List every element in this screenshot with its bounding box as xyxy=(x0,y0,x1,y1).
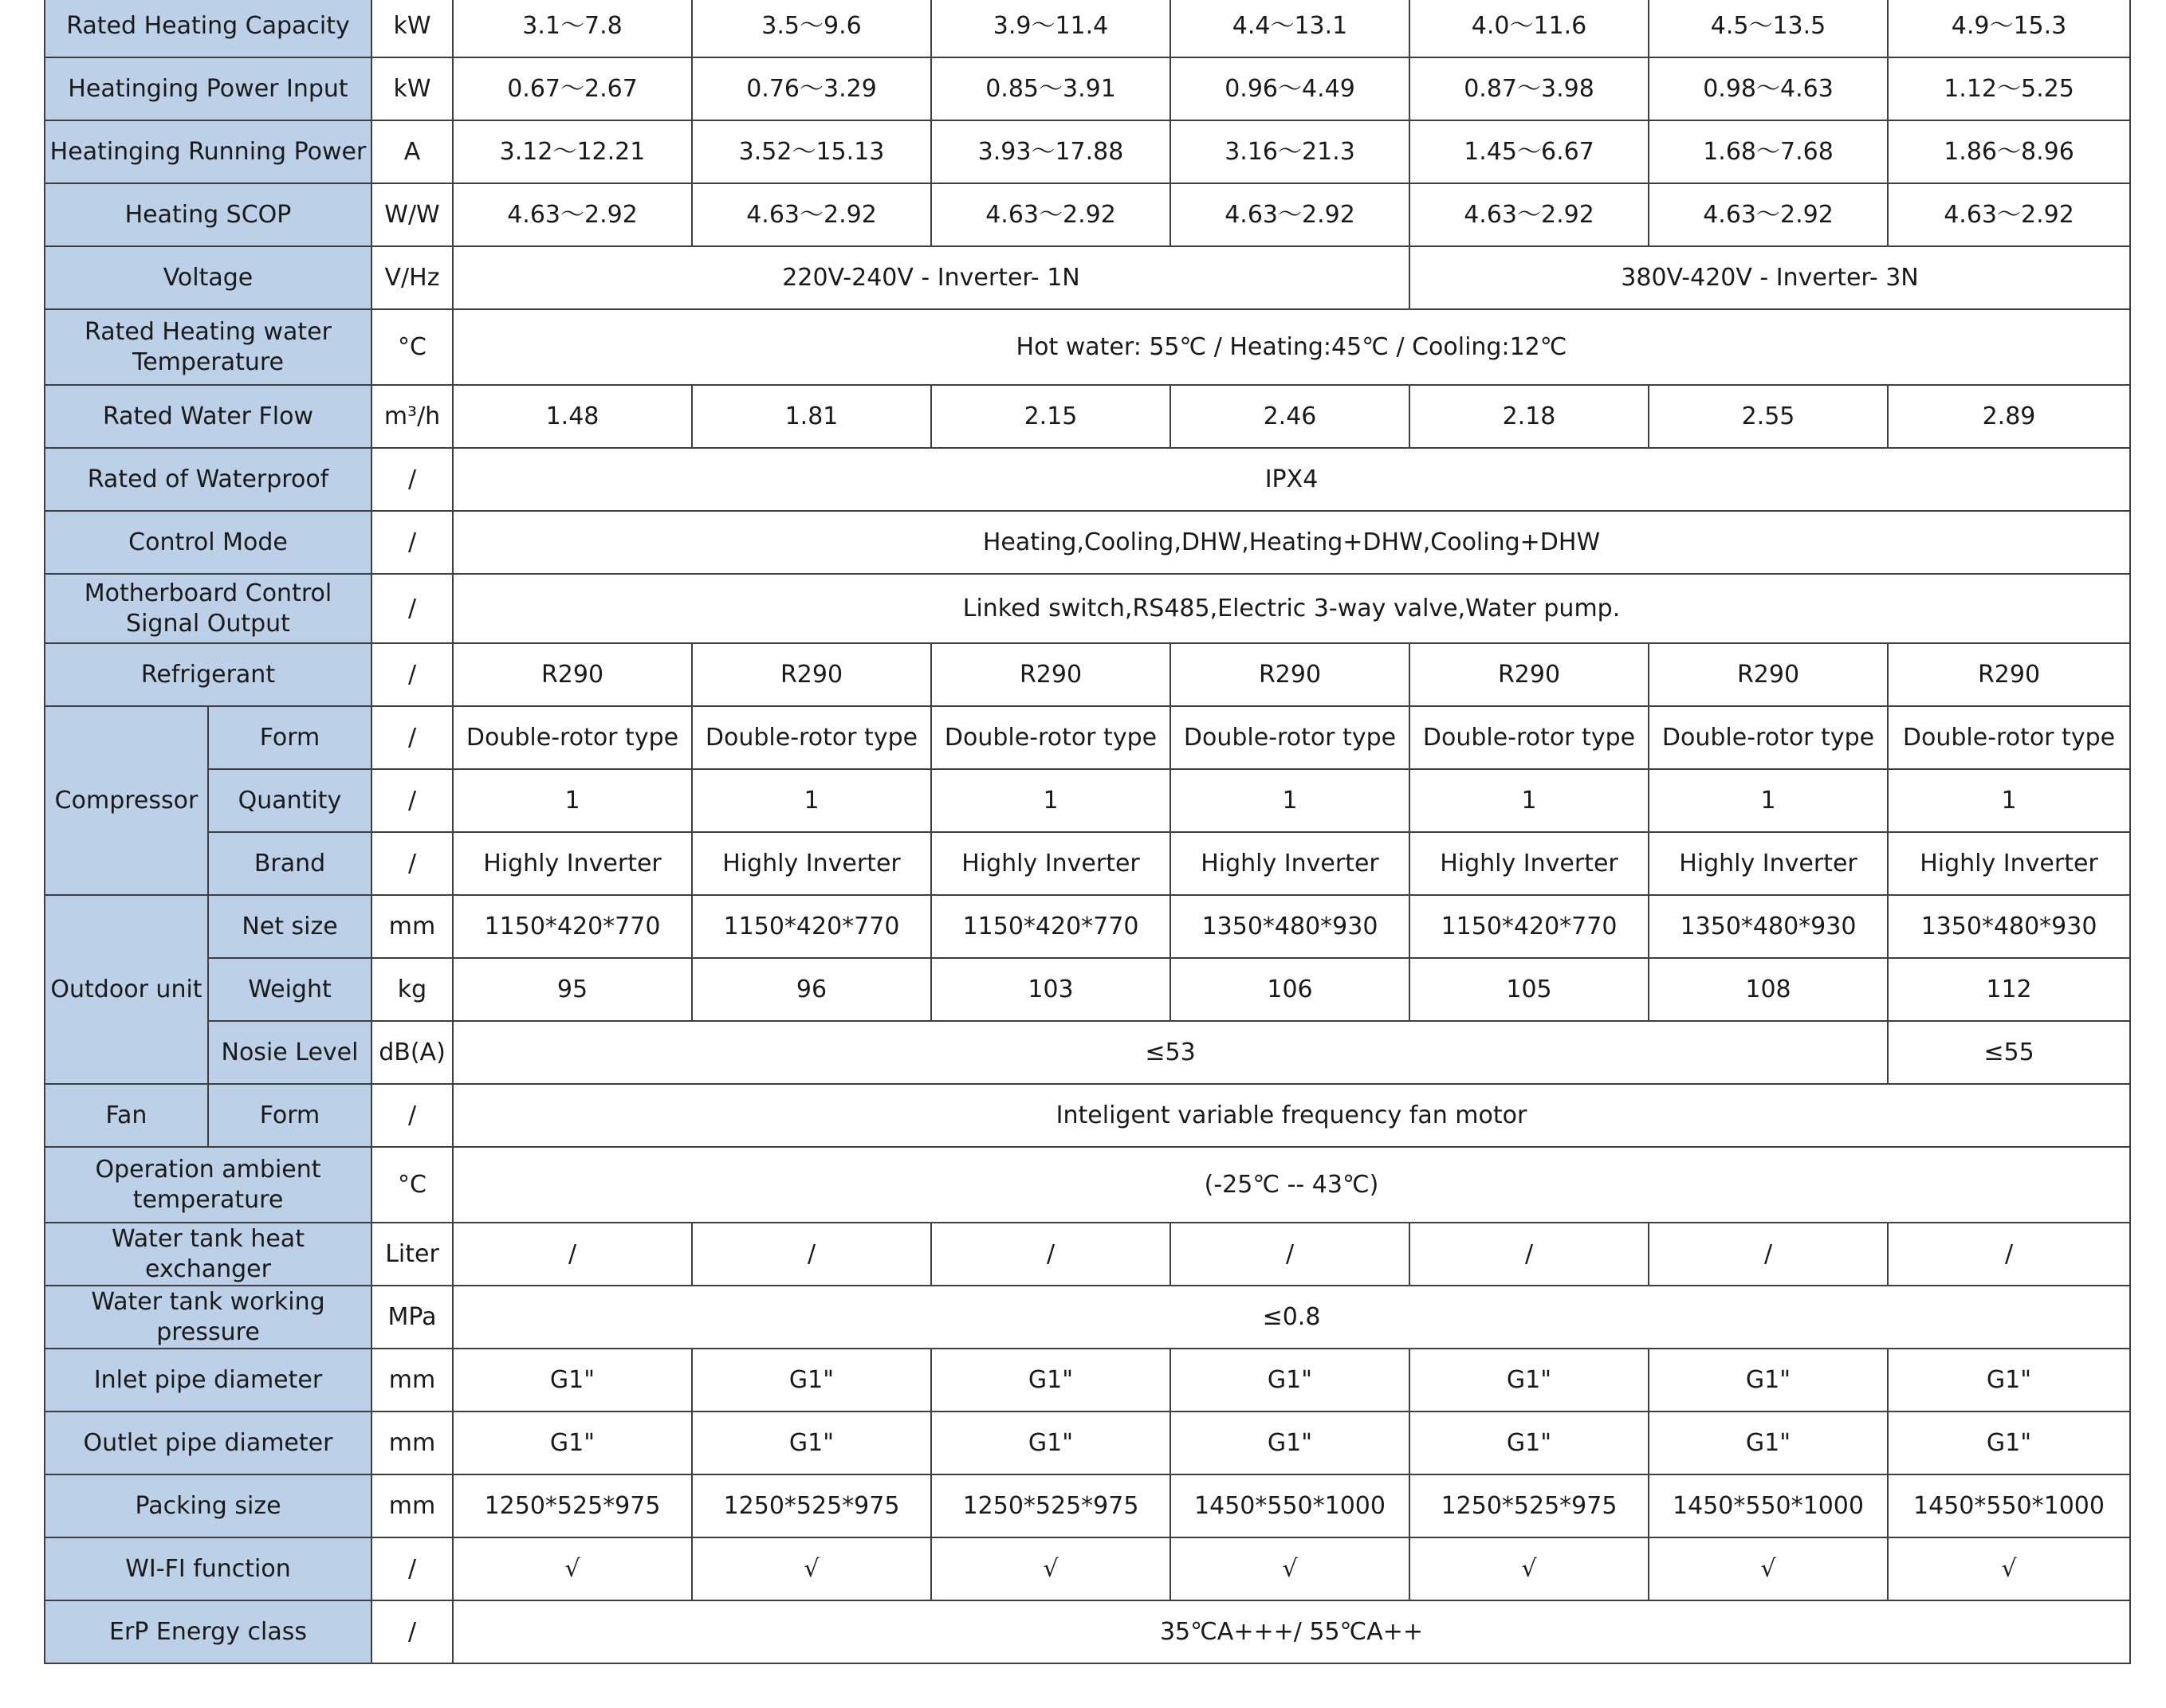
value-cell: Double-rotor type xyxy=(931,706,1170,769)
check-cell: √ xyxy=(1649,1537,1888,1600)
value-cell: Hot water: 55℃ / Heating:45℃ / Cooling:12℃ xyxy=(453,309,2130,385)
value-cell: 1 xyxy=(692,769,931,832)
value-cell: G1" xyxy=(931,1349,1170,1412)
unit-cell: dB(A) xyxy=(371,1021,453,1084)
value-cell: Linked switch,RS485,Electric 3-way valve,Water pump. xyxy=(453,574,2130,643)
unit-cell: mm xyxy=(371,895,453,958)
row-label: Refrigerant xyxy=(45,643,371,706)
table-row xyxy=(45,832,2130,895)
table-row xyxy=(45,958,2130,1021)
unit-cell: mm xyxy=(371,1349,453,1412)
value-cell: 1250*525*975 xyxy=(453,1474,692,1537)
table-row xyxy=(45,574,2130,643)
value-cell: 4.0～11.6 xyxy=(1409,0,1649,57)
value-cell: / xyxy=(931,1223,1170,1286)
value-cell: R290 xyxy=(1888,643,2130,706)
value-cell: G1" xyxy=(692,1412,931,1474)
value-cell: 4.63～2.92 xyxy=(1888,183,2130,246)
table-row xyxy=(45,1600,2130,1663)
table-row xyxy=(45,1349,2130,1412)
unit-cell: Liter xyxy=(371,1223,453,1286)
sub-label: Form xyxy=(208,706,371,769)
value-cell: 1 xyxy=(1888,769,2130,832)
value-cell: 0.67～2.67 xyxy=(453,57,692,120)
value-cell: Inteligent variable frequency fan motor xyxy=(453,1084,2130,1147)
table-row xyxy=(45,1147,2130,1223)
value-cell: G1" xyxy=(692,1349,931,1412)
value-cell: 1450*550*1000 xyxy=(1649,1474,1888,1537)
value-cell: 4.63～2.92 xyxy=(1409,183,1649,246)
value-cell: 1 xyxy=(1170,769,1409,832)
unit-cell: A xyxy=(371,120,453,183)
value-cell: 0.87～3.98 xyxy=(1409,57,1649,120)
value-cell: 3.93～17.88 xyxy=(931,120,1170,183)
check-cell: √ xyxy=(453,1537,692,1600)
value-cell: G1" xyxy=(1649,1349,1888,1412)
value-cell: 96 xyxy=(692,958,931,1021)
value-cell: 0.96～4.49 xyxy=(1170,57,1409,120)
unit-cell: mm xyxy=(371,1412,453,1474)
table-row xyxy=(45,57,2130,120)
row-label: ErP Energy class xyxy=(45,1600,371,1663)
row-label: Outlet pipe diameter xyxy=(45,1412,371,1474)
table-row xyxy=(45,309,2130,385)
unit-cell: / xyxy=(371,448,453,511)
value-cell: G1" xyxy=(1888,1349,2130,1412)
table-row xyxy=(45,1474,2130,1537)
value-cell: R290 xyxy=(453,643,692,706)
row-label: Water tank working pressure xyxy=(45,1286,371,1349)
value-cell: Double-rotor type xyxy=(1888,706,2130,769)
unit-cell: / xyxy=(371,706,453,769)
table-row xyxy=(45,385,2130,448)
table-row xyxy=(45,1286,2130,1349)
table-row xyxy=(45,895,2130,958)
unit-cell: m³/h xyxy=(371,385,453,448)
row-label: Rated Heating Capacity xyxy=(45,0,371,57)
check-cell: √ xyxy=(1170,1537,1409,1600)
unit-cell: °C xyxy=(371,1147,453,1223)
value-cell: 2.46 xyxy=(1170,385,1409,448)
value-cell: 3.5～9.6 xyxy=(692,0,931,57)
value-cell: G1" xyxy=(1409,1412,1649,1474)
value-cell: 1 xyxy=(1409,769,1649,832)
row-label: Rated Heating water Temperature xyxy=(45,309,371,385)
value-cell: 1 xyxy=(1649,769,1888,832)
value-cell: Highly Inverter xyxy=(1409,832,1649,895)
row-label: Control Mode xyxy=(45,511,371,574)
table-row xyxy=(45,0,2130,57)
value-cell: 1250*525*975 xyxy=(931,1474,1170,1537)
value-cell: 2.15 xyxy=(931,385,1170,448)
value-cell: 95 xyxy=(453,958,692,1021)
row-label: Motherboard Control Signal Output xyxy=(45,574,371,643)
value-cell: 3.52～15.13 xyxy=(692,120,931,183)
value-cell: 1350*480*930 xyxy=(1170,895,1409,958)
value-cell: 112 xyxy=(1888,958,2130,1021)
unit-cell: / xyxy=(371,1084,453,1147)
value-cell: G1" xyxy=(931,1412,1170,1474)
sub-label: Form xyxy=(208,1084,371,1147)
value-cell: 3.9～11.4 xyxy=(931,0,1170,57)
row-label: Voltage xyxy=(45,246,371,309)
value-cell: Highly Inverter xyxy=(1888,832,2130,895)
group-label-outdoor-unit: Outdoor unit xyxy=(45,895,208,1084)
value-cell: 1250*525*975 xyxy=(692,1474,931,1537)
value-cell: / xyxy=(453,1223,692,1286)
value-cell: / xyxy=(1409,1223,1649,1286)
value-cell: Highly Inverter xyxy=(931,832,1170,895)
check-cell: √ xyxy=(1409,1537,1649,1600)
row-label: Heating SCOP xyxy=(45,183,371,246)
value-cell: ≤55 xyxy=(1888,1021,2130,1084)
value-cell: R290 xyxy=(1409,643,1649,706)
unit-cell: / xyxy=(371,643,453,706)
value-cell: 4.63～2.92 xyxy=(453,183,692,246)
check-cell: √ xyxy=(1888,1537,2130,1600)
table-row xyxy=(45,1223,2130,1286)
table-row xyxy=(45,246,2130,309)
value-cell: G1" xyxy=(453,1349,692,1412)
unit-cell: MPa xyxy=(371,1286,453,1349)
value-cell: Highly Inverter xyxy=(453,832,692,895)
value-cell: Double-rotor type xyxy=(1409,706,1649,769)
group-label-fan: Fan xyxy=(45,1084,208,1147)
value-cell: G1" xyxy=(453,1412,692,1474)
value-cell: G1" xyxy=(1170,1349,1409,1412)
table-row xyxy=(45,120,2130,183)
value-cell: 2.18 xyxy=(1409,385,1649,448)
value-cell: 1350*480*930 xyxy=(1649,895,1888,958)
value-cell: 4.63～2.92 xyxy=(931,183,1170,246)
table-row xyxy=(45,1084,2130,1147)
unit-cell: kg xyxy=(371,958,453,1021)
value-cell: 0.85～3.91 xyxy=(931,57,1170,120)
value-cell: R290 xyxy=(931,643,1170,706)
table-row xyxy=(45,706,2130,769)
value-cell: / xyxy=(692,1223,931,1286)
value-cell: 4.63～2.92 xyxy=(1649,183,1888,246)
unit-cell: W/W xyxy=(371,183,453,246)
unit-cell: / xyxy=(371,511,453,574)
sub-label: Net size xyxy=(208,895,371,958)
unit-cell: mm xyxy=(371,1474,453,1537)
value-cell: Double-rotor type xyxy=(692,706,931,769)
unit-cell: / xyxy=(371,769,453,832)
group-label-compressor: Compressor xyxy=(45,706,208,895)
table-row xyxy=(45,183,2130,246)
table-row xyxy=(45,1412,2130,1474)
check-cell: √ xyxy=(931,1537,1170,1600)
value-cell: 106 xyxy=(1170,958,1409,1021)
value-cell: 108 xyxy=(1649,958,1888,1021)
value-cell: R290 xyxy=(1649,643,1888,706)
row-label: WI-FI function xyxy=(45,1537,371,1600)
row-label: Operation ambient temperature xyxy=(45,1147,371,1223)
value-cell: 1.12～5.25 xyxy=(1888,57,2130,120)
value-cell: 1 xyxy=(453,769,692,832)
value-cell: 2.89 xyxy=(1888,385,2130,448)
value-cell: 1.48 xyxy=(453,385,692,448)
value-cell: 1.81 xyxy=(692,385,931,448)
value-cell: 4.4～13.1 xyxy=(1170,0,1409,57)
table-row xyxy=(45,643,2130,706)
unit-cell: kW xyxy=(371,0,453,57)
value-cell: Highly Inverter xyxy=(1649,832,1888,895)
table-row xyxy=(45,769,2130,832)
value-cell: G1" xyxy=(1170,1412,1409,1474)
value-cell: 4.63～2.92 xyxy=(1170,183,1409,246)
value-cell: G1" xyxy=(1409,1349,1649,1412)
value-cell: 35℃A+++/ 55℃A++ xyxy=(453,1600,2130,1663)
unit-cell: / xyxy=(371,574,453,643)
value-cell: 1150*420*770 xyxy=(1409,895,1649,958)
value-cell: 1150*420*770 xyxy=(931,895,1170,958)
sub-label: Brand xyxy=(208,832,371,895)
row-label: Heatinging Running Power xyxy=(45,120,371,183)
value-cell: ≤53 xyxy=(453,1021,1888,1084)
row-label: Rated of Waterproof xyxy=(45,448,371,511)
value-cell: Highly Inverter xyxy=(692,832,931,895)
table-row xyxy=(45,511,2130,574)
unit-cell: / xyxy=(371,1600,453,1663)
value-cell: 105 xyxy=(1409,958,1649,1021)
value-cell: 1 xyxy=(931,769,1170,832)
unit-cell: / xyxy=(371,832,453,895)
sub-label: Nosie Level xyxy=(208,1021,371,1084)
sub-label: Quantity xyxy=(208,769,371,832)
row-label: Rated Water Flow xyxy=(45,385,371,448)
value-cell: 220V-240V - Inverter- 1N xyxy=(453,246,1409,309)
value-cell: 1.45～6.67 xyxy=(1409,120,1649,183)
unit-cell: / xyxy=(371,1537,453,1600)
table-row xyxy=(45,1021,2130,1084)
unit-cell: °C xyxy=(371,309,453,385)
table-row xyxy=(45,1537,2130,1600)
value-cell: 380V-420V - Inverter- 3N xyxy=(1409,246,2130,309)
value-cell: 0.98～4.63 xyxy=(1649,57,1888,120)
check-cell: √ xyxy=(692,1537,931,1600)
unit-cell: V/Hz xyxy=(371,246,453,309)
value-cell: Heating,Cooling,DHW,Heating+DHW,Cooling+DHW xyxy=(453,511,2130,574)
value-cell: G1" xyxy=(1649,1412,1888,1474)
value-cell: IPX4 xyxy=(453,448,2130,511)
value-cell: 0.76～3.29 xyxy=(692,57,931,120)
value-cell: / xyxy=(1888,1223,2130,1286)
value-cell: 1150*420*770 xyxy=(453,895,692,958)
value-cell: 4.63～2.92 xyxy=(692,183,931,246)
value-cell: ≤0.8 xyxy=(453,1286,2130,1349)
spec-table xyxy=(44,0,2131,1664)
value-cell: 1250*525*975 xyxy=(1409,1474,1649,1537)
value-cell: 3.16～21.3 xyxy=(1170,120,1409,183)
value-cell: 103 xyxy=(931,958,1170,1021)
row-label: Packing size xyxy=(45,1474,371,1537)
value-cell: G1" xyxy=(1888,1412,2130,1474)
value-cell: 4.9～15.3 xyxy=(1888,0,2130,57)
value-cell: 1450*550*1000 xyxy=(1170,1474,1409,1537)
value-cell: Double-rotor type xyxy=(1170,706,1409,769)
row-label: Heatinging Power Input xyxy=(45,57,371,120)
value-cell: 1.68～7.68 xyxy=(1649,120,1888,183)
value-cell: / xyxy=(1170,1223,1409,1286)
value-cell: Highly Inverter xyxy=(1170,832,1409,895)
value-cell: 3.12～12.21 xyxy=(453,120,692,183)
value-cell: Double-rotor type xyxy=(1649,706,1888,769)
value-cell: / xyxy=(1649,1223,1888,1286)
value-cell: 4.5～13.5 xyxy=(1649,0,1888,57)
value-cell: 1150*420*770 xyxy=(692,895,931,958)
value-cell: 3.1～7.8 xyxy=(453,0,692,57)
sub-label: Weight xyxy=(208,958,371,1021)
table-row xyxy=(45,448,2130,511)
value-cell: 1350*480*930 xyxy=(1888,895,2130,958)
row-label: Inlet pipe diameter xyxy=(45,1349,371,1412)
value-cell: Double-rotor type xyxy=(453,706,692,769)
value-cell: R290 xyxy=(692,643,931,706)
value-cell: 2.55 xyxy=(1649,385,1888,448)
value-cell: R290 xyxy=(1170,643,1409,706)
value-cell: (-25℃ -- 43℃) xyxy=(453,1147,2130,1223)
row-label: Water tank heat exchanger xyxy=(45,1223,371,1286)
value-cell: 1.86～8.96 xyxy=(1888,120,2130,183)
value-cell: 1450*550*1000 xyxy=(1888,1474,2130,1537)
unit-cell: kW xyxy=(371,57,453,120)
